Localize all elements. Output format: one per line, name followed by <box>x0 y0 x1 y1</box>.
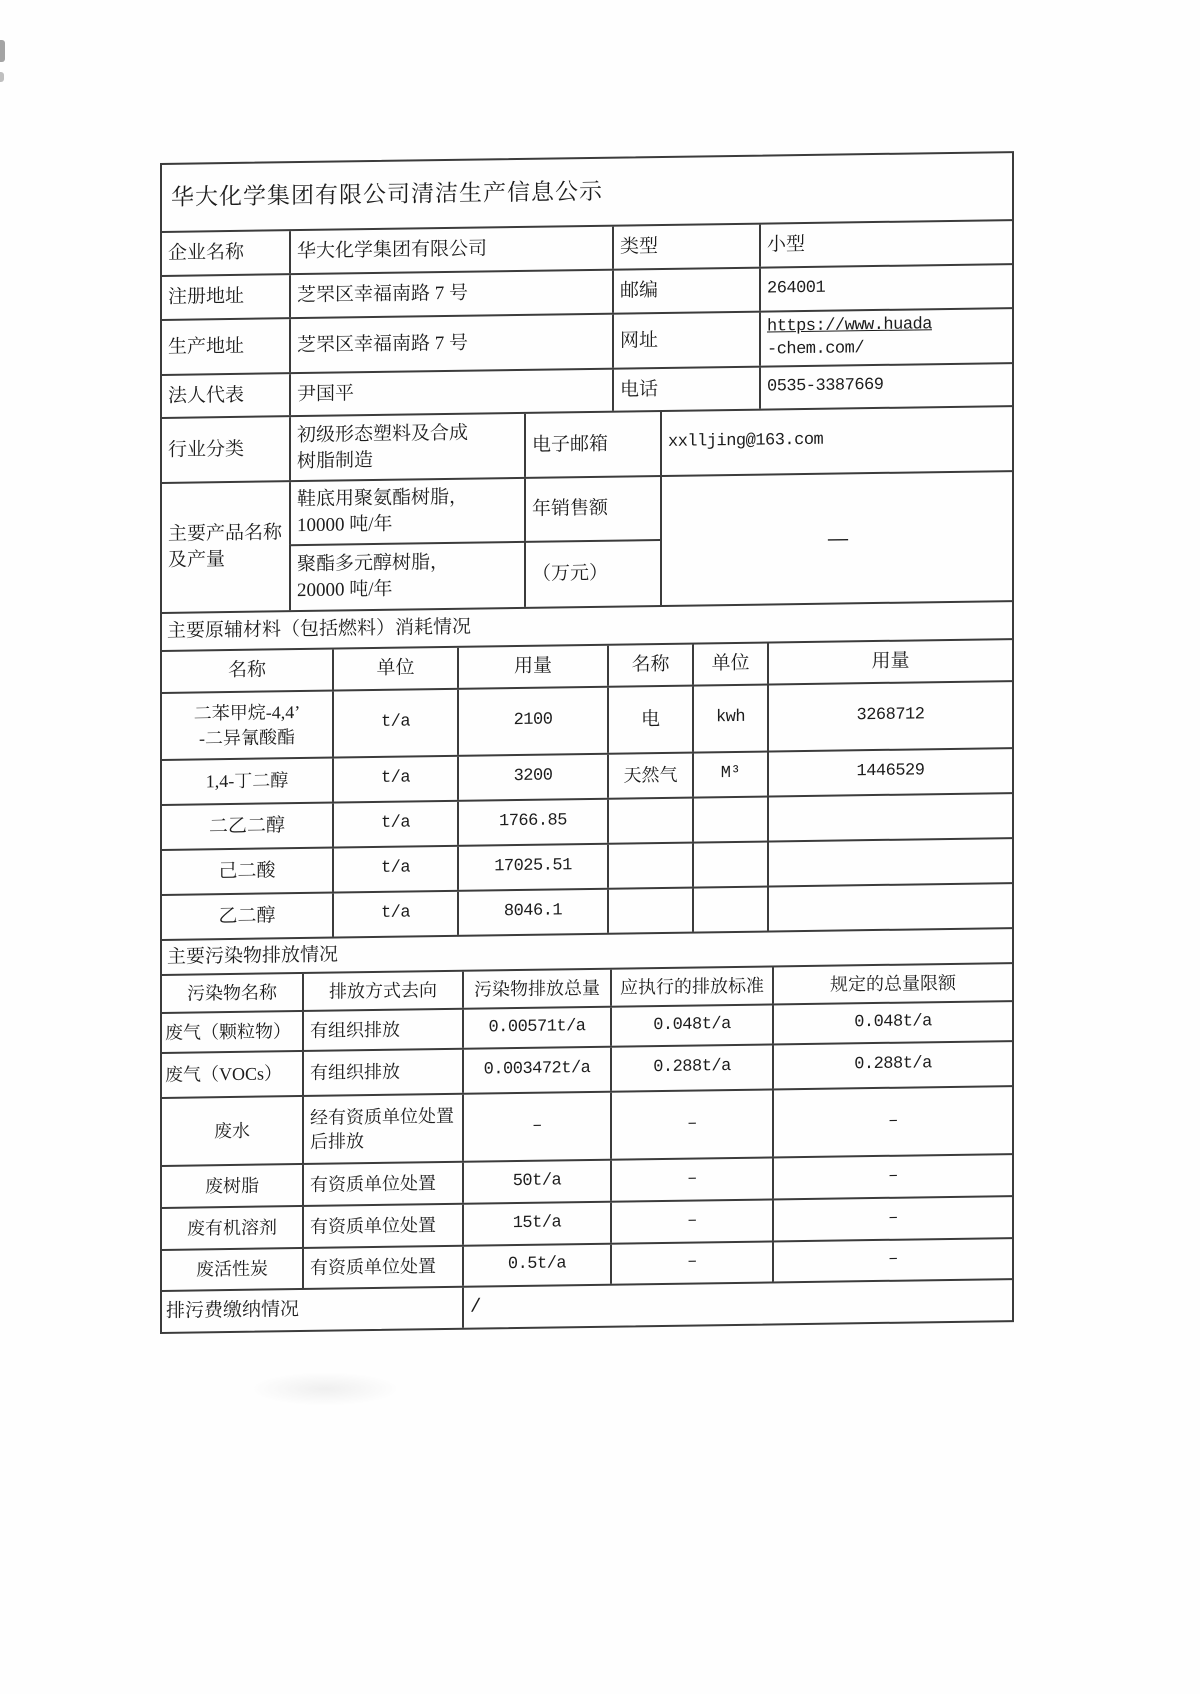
pollutant-method: 有资质单位处置 <box>302 1247 462 1288</box>
column-header: 污染物名称 <box>187 982 277 1004</box>
info-value: 芝罘区幸福南路 7 号 <box>289 315 612 373</box>
info-value: 0535-3387669 <box>759 364 1012 409</box>
column-header: 污染物排放总量 <box>462 970 610 1008</box>
product-2-name: 聚酯多元醇树脂， <box>297 552 450 576</box>
pollutant-total: 0.5t/a <box>462 1245 610 1286</box>
products-label-line-1: 主要产品名称 <box>168 522 283 546</box>
disclosure-table <box>160 151 1014 1334</box>
material-name: 己二酸 <box>218 860 276 882</box>
scan-artifact <box>0 72 4 82</box>
pollutant-standard: – <box>610 1242 772 1283</box>
material-amount: 8046.1 <box>457 890 607 935</box>
pollutant-name: 废水 <box>214 1120 250 1142</box>
material-unit: t/a <box>332 802 457 847</box>
products-label-line-2: 及产量 <box>168 549 226 571</box>
info-label: 注册地址 <box>168 285 245 309</box>
info-value: 芝罘区幸福南路 7 号 <box>289 271 612 318</box>
material-row <box>162 680 1012 759</box>
method-line-2: 后排放 <box>310 1131 364 1152</box>
info-label: 行业分类 <box>168 438 245 461</box>
info-value: 264001 <box>759 265 1012 311</box>
pollutant-name: 废气（VOCs） <box>165 1063 283 1086</box>
url-line-2: -chem.com/ <box>767 338 865 360</box>
pollutant-total: 15t/a <box>462 1203 610 1245</box>
product-item-2 <box>289 541 524 610</box>
fee-value: / <box>462 1280 1012 1328</box>
material-amount: 3200 <box>457 755 607 800</box>
pollutant-method: 有资质单位处置 <box>302 1163 462 1205</box>
column-header: 名称 <box>607 645 692 686</box>
column-header: 名称 <box>227 659 266 682</box>
material-unit-2 <box>692 798 767 842</box>
pollutant-name: 废气（颗粒物） <box>165 1021 291 1043</box>
pollutant-total: 0.003472t/a <box>462 1048 610 1093</box>
info-value: 小型 <box>759 221 1012 267</box>
info-label: 企业名称 <box>168 241 245 265</box>
material-name-2 <box>607 889 692 933</box>
column-header: 用量 <box>767 640 1012 683</box>
column-header: 排放方式去向 <box>302 972 462 1010</box>
pollutant-limit: – <box>772 1155 1012 1198</box>
pollutant-limit: – <box>772 1197 1012 1240</box>
website-url <box>759 309 1012 366</box>
material-amount-2: 3268712 <box>767 682 1012 750</box>
material-name: 乙二醇 <box>218 905 276 927</box>
scan-smudge <box>250 1372 400 1406</box>
material-amount: 17025.51 <box>457 845 607 890</box>
material-name-2: 天然气 <box>607 754 692 798</box>
column-header: 单位 <box>692 644 767 685</box>
info-label: 生产地址 <box>168 335 245 358</box>
pollutant-total: 0.00571t/a <box>462 1008 610 1048</box>
annual-sales-label: 年销售额 <box>524 477 660 541</box>
material-amount-2 <box>767 884 1012 930</box>
material-amount-2 <box>767 839 1012 885</box>
annual-sales-value: — <box>660 472 1012 605</box>
pollutant-method: 有资质单位处置 <box>302 1205 462 1247</box>
title-row <box>162 153 1012 231</box>
material-unit-2 <box>692 888 767 932</box>
pollutant-limit: – <box>772 1087 1012 1156</box>
material-name-line-2: -二异氰酸酯 <box>199 726 295 748</box>
pollutant-total: – <box>462 1093 610 1161</box>
material-unit: t/a <box>332 892 457 937</box>
pollutant-standard: – <box>610 1090 772 1158</box>
pollutant-method: 有组织排放 <box>302 1050 462 1095</box>
column-header: 单位 <box>332 648 457 690</box>
material-name <box>162 692 332 759</box>
pollutant-standard: 0.288t/a <box>610 1045 772 1090</box>
material-name: 1,4-丁二醇 <box>205 770 289 792</box>
material-name-line-1: 二苯甲烷-4,4’ <box>193 702 301 724</box>
info-value: 华大化学集团有限公司 <box>289 227 612 274</box>
pollutant-total: 50t/a <box>462 1161 610 1203</box>
material-amount: 2100 <box>457 688 607 755</box>
scan-artifact <box>0 40 5 62</box>
products-label <box>162 482 289 612</box>
material-unit: t/a <box>332 690 457 757</box>
material-unit-2: kwh <box>692 686 767 752</box>
page-title: 华大化学集团有限公司清洁生产信息公示 <box>171 179 603 211</box>
pollutant-limit: – <box>772 1239 1012 1281</box>
info-label: 邮编 <box>612 269 759 313</box>
url-line-1: https://www.huada <box>767 314 932 337</box>
products-block <box>162 470 1012 612</box>
info-label: 电子邮箱 <box>524 412 660 477</box>
pollutant-limit: 0.288t/a <box>772 1042 1012 1088</box>
pollutant-standard: 0.048t/a <box>610 1005 772 1045</box>
material-unit: t/a <box>332 847 457 892</box>
material-name-2 <box>607 844 692 888</box>
pollutant-standard: – <box>610 1158 772 1200</box>
material-name-2: 电 <box>607 687 692 753</box>
material-name-2 <box>607 799 692 843</box>
pollutant-row <box>162 1085 1012 1165</box>
info-label: 网址 <box>612 313 759 368</box>
pollutant-name: 废有机溶剂 <box>187 1217 277 1239</box>
info-label: 法人代表 <box>168 384 245 407</box>
product-1-name: 鞋底用聚氨酯树脂， <box>297 487 469 511</box>
method-line-1: 经有资质单位处置 <box>310 1105 454 1128</box>
fee-label: 排污费缴纳情况 <box>166 1299 300 1323</box>
annual-sales-unit: （万元） <box>524 539 660 607</box>
product-1-qty: 10000 吨/年 <box>297 513 393 537</box>
pollutant-method <box>302 1095 462 1163</box>
product-2-qty: 20000 吨/年 <box>297 578 393 602</box>
material-unit-2: M³ <box>692 753 767 797</box>
industry-value <box>289 414 524 480</box>
material-unit-2 <box>692 843 767 887</box>
pollutant-standard: – <box>610 1200 772 1242</box>
material-amount-2 <box>767 794 1012 840</box>
info-label: 电话 <box>612 368 759 411</box>
pollutants-section-title: 主要污染物排放情况 <box>167 944 339 968</box>
info-value: 尹国平 <box>289 370 612 416</box>
pollutant-limit: 0.048t/a <box>772 1002 1012 1043</box>
material-name: 二乙二醇 <box>208 814 285 837</box>
email-value: xxlljing@163.com <box>660 407 1012 475</box>
pollutant-name: 废活性炭 <box>196 1258 268 1280</box>
column-header: 规定的总量限额 <box>772 964 1012 1003</box>
materials-section-title: 主要原辅材料（包括燃料）消耗情况 <box>167 616 472 643</box>
material-amount-2: 1446529 <box>767 749 1012 795</box>
pollutant-name: 废树脂 <box>205 1175 259 1197</box>
column-header: 应执行的排放标准 <box>610 967 772 1005</box>
material-amount: 1766.85 <box>457 800 607 845</box>
pollutant-method: 有组织排放 <box>302 1010 462 1050</box>
product-item-1 <box>289 479 524 544</box>
info-label: 类型 <box>612 225 759 269</box>
industry-line-2: 树脂制造 <box>297 449 374 472</box>
industry-line-1: 初级形态塑料及合成 <box>297 422 469 446</box>
info-row-industry <box>162 405 1012 482</box>
column-header: 用量 <box>457 646 607 688</box>
material-unit: t/a <box>332 757 457 802</box>
